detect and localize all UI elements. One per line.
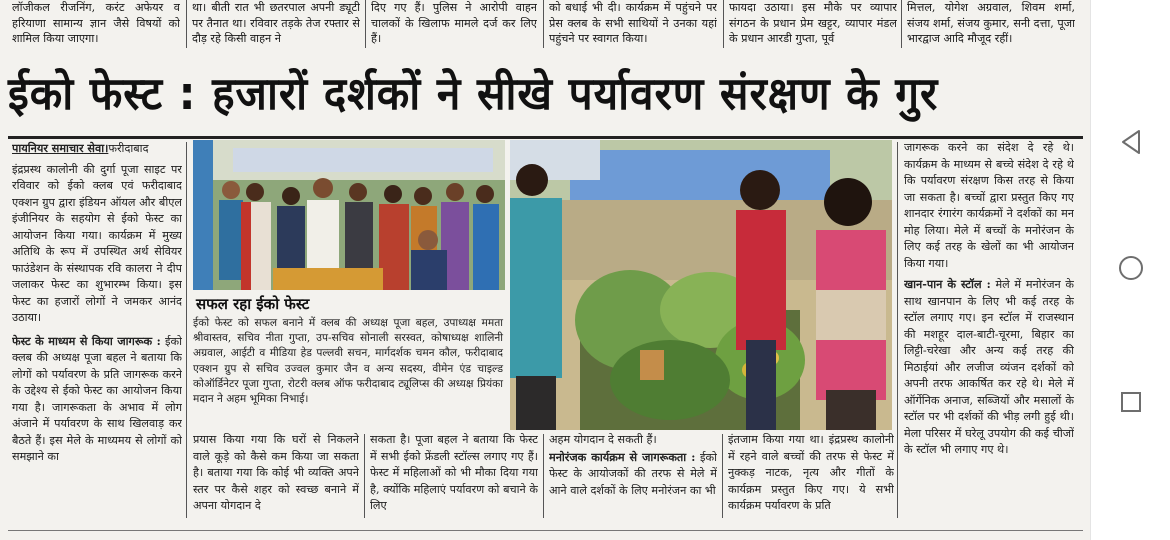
top-snippet-1: लॉजीकल रीजनिंग, करंट अफेयर व हरियाणा सामान्य ज्ञान जैसे विषयों को शामिल किया जाएगा। — [12, 1, 180, 45]
article-column-2 — [193, 432, 359, 522]
photo-plant-stall-image — [510, 140, 892, 430]
back-button[interactable] — [1118, 128, 1144, 156]
article-column-5 — [728, 432, 894, 522]
article-column-3 — [370, 432, 538, 522]
column-1-paragraph-1: इंद्रप्रस्थ कालोनी की दुर्गा पूजा साइट पर रविवार को ईको क्लब एवं फरीदाबाद एक्शन ग्रुप द्वारा इंडियन ऑयल और बीएल इंजीनियर के सहयोग से ईको फेस्ट का आयोजन किया गया। कार्यक्रम में मुख्य अतिथि के रूप में उपस्थित अर्थ सेवियर फाउंडेशन के संस्थापक रवि कालरा ने दीप जलाकर फेस्ट का शुभारम्भ किया। इस फेस्ट का हजारों लोगों ने जमकर आनंद उठाया। — [12, 162, 182, 324]
top-snippet-6: मित्तल, योगेश अग्रवाल, शिवम शर्मा, संजय शर्मा, संजय कुमार, सनी दत्ता, पूजा भारद्वाज आदि मौजूद रहीं। — [907, 1, 1075, 45]
column-divider — [901, 0, 902, 48]
navigation-bar — [1090, 0, 1170, 540]
column-divider — [186, 0, 187, 48]
article-column-4 — [549, 432, 717, 522]
column-6-paragraph-1: जागरूक करने का संदेश दे रहे थे। कार्यक्रम के माध्यम से बच्चे संदेश दे रहे थे कि पर्यावरण संरक्षण किस तरह से किया जा सकता है। बच्चों द्वारा प्रस्तुत किए गए शानदार रंगारंग कार्यक्रमों ने दर्शकों का मन मोह लिया। मेले में बच्चों के मनोरंजन के लिए कई तरह के खेलों का भी आयोजन किया गया। — [904, 141, 1074, 270]
column-5-paragraph: इंतजाम किया गया था। इंद्रप्रस्थ कालोनी में रहने वाले बच्चों की तरफ से फेस्ट में नुक्कड़ नाटक, नृत्य और गीतों के कार्यक्रम प्रस्तुत किए गए। ये सभी कार्यक्रम पर्यावरण के प्रति — [728, 433, 894, 512]
dateline: फरीदाबाद — [108, 142, 149, 155]
home-icon — [1118, 255, 1144, 281]
photo-caption-title: सफल रहा ईको फेस्ट — [196, 295, 310, 313]
recent-apps-button[interactable] — [1119, 390, 1143, 414]
recent-apps-icon — [1119, 390, 1143, 414]
back-icon — [1118, 128, 1144, 156]
photo-caption: ईको फेस्ट को सफल बनाने में क्लब की अध्यक्ष पूजा बहल, उपाध्यक्ष ममता श्रीवास्तव, सचिव नीता गुप्ता, उप-सचिव सोनाली सरस्वत, कोषाध्यक्ष शालिनी अग्रवाल, आईटी व मीडिया हेड पल्लवी सचन, मार्गदर्शक चमन कौल, फरीदाबाद एक्शन ग्रुप से सचिव उज्वल कुमार जैन व अन्य सदस्य, वीमेन एंड चाइल्ड कोऑर्डिनेटर पूजा गुप्ता, रोटरी क्लब ऑफ फरीदाबाद ट्यूलिप्स की अध्यक्ष प्रियंका मदान ने अहम भूमिका निभाई। — [193, 317, 503, 406]
byline: पायनियर समाचार सेवा। — [12, 141, 109, 155]
column-divider — [186, 142, 187, 518]
column-divider — [365, 0, 366, 48]
photo-plant-stall — [510, 140, 892, 430]
column-1-subheading: फेस्ट के माध्यम से किया जागरूक : — [12, 333, 161, 348]
column-6-paragraph-2: मेले में मनोरंजन के साथ खानपान के लिए भी कई तरह के स्टॉल लगाए गए। इन स्टॉल में राजस्थान की मशहूर दाल-बाटी-चूरमा, बिहार का लिट्टी-चरेखा और अन्य कई तरह की मिठाईयां और लजीज व्यंजन दर्शकों को अपनी तरफ आकर्षित कर रहे थे। मेले में ऑर्गेनिक अनाज, सब्जियों और मसालों के स्टॉल पर भी दर्शकों की भीड़ लगी हुई थी। मेला परिसर में घरेलू उपयोग की कई चीजों के स्टॉल भी लगाए गए थे। — [904, 278, 1074, 456]
article-column-6 — [904, 140, 1074, 520]
top-snippet-4: को बधाई भी दी। कार्यक्रम में पहुंचने पर प्रेस क्लब के सभी साथियों ने उनका यहां पहुंचने पर स्वागत किया। — [549, 1, 717, 45]
column-1-paragraph-2: ईको क्लब की अध्यक्ष पूजा बहल ने बताया कि लोगों को पर्यावरण के प्रति जागरूक करने के उद्देश्य से ईको फेस्ट का आयोजन किया गया है। जागरूकता के अभाव में लोग अंजाने में पर्यावरण के साथ खिलवाड़ कर बैठते हैं। इस मेले के माध्यमय से लोगों को समझाने का — [12, 334, 182, 463]
top-snippet-3: दिए गए हैं। पुलिस ने आरोपी वाहन चालकों के खिलाफ मामले दर्ज कर लिए हैं। — [371, 1, 537, 45]
column-divider — [364, 434, 365, 518]
home-button[interactable] — [1118, 255, 1144, 281]
headline-rule — [8, 136, 1083, 139]
photo-dignitaries — [193, 140, 505, 290]
top-snippet-2: था। बीती रात भी छतरपाल अपनी ड्यूटी पर तैनात था। रविवार तड़के तेज रफ्तार से दौड़ रहे किसी वाहन ने — [192, 1, 360, 45]
column-4-subheading: मनोरंजक कार्यक्रम से जागरूकता : — [549, 449, 696, 464]
photo-dignitaries-image — [193, 140, 505, 290]
column-3-paragraph: सकता है। पूजा बहल ने बताया कि फेस्ट में सभी ईको फ्रेंडली स्टॉल्स लगाए गए हैं। फेस्ट में महिलाओं को भी मौका दिया गया है, क्योंकि महिलाएं पर्यावरण को बचाने के लिए — [370, 433, 538, 512]
column-4-paragraph-2: ईको फेस्ट के आयोजकों की तरफ से मेले में आने वाले दर्शकों के लिए मनोरंजन का भी — [549, 450, 717, 497]
column-2-paragraph: प्रयास किया गया कि घरों से निकलने वाले कूड़े को कैसे कम किया जा सकता है। बताया गया कि कोई भी व्यक्ति अपने स्तर पर कैसे शहर को स्वच्छ बनाने में अपना योगदान दे — [193, 433, 359, 512]
column-divider — [543, 0, 544, 48]
article-column-1 — [12, 140, 182, 518]
bottom-rule — [8, 530, 1083, 531]
column-divider — [897, 142, 898, 518]
column-4-paragraph-1: अहम योगदान दे सकती हैं। — [549, 433, 657, 446]
column-6-subheading: खान-पान के स्टॉल : — [904, 277, 991, 291]
column-divider — [723, 0, 724, 48]
column-divider — [543, 434, 544, 518]
column-divider — [722, 434, 723, 518]
article-headline: ईको फेस्ट : हजारों दर्शकों ने सीखे पर्यावरण संरक्षण के गुर — [8, 67, 939, 120]
top-snippet-5: फायदा उठाया। इस मौके पर व्यापार संगठन के प्रधान प्रेम खट्टर, व्यापार मंडल के प्रधान आरडी गुप्ता, पूर्व — [729, 1, 897, 45]
